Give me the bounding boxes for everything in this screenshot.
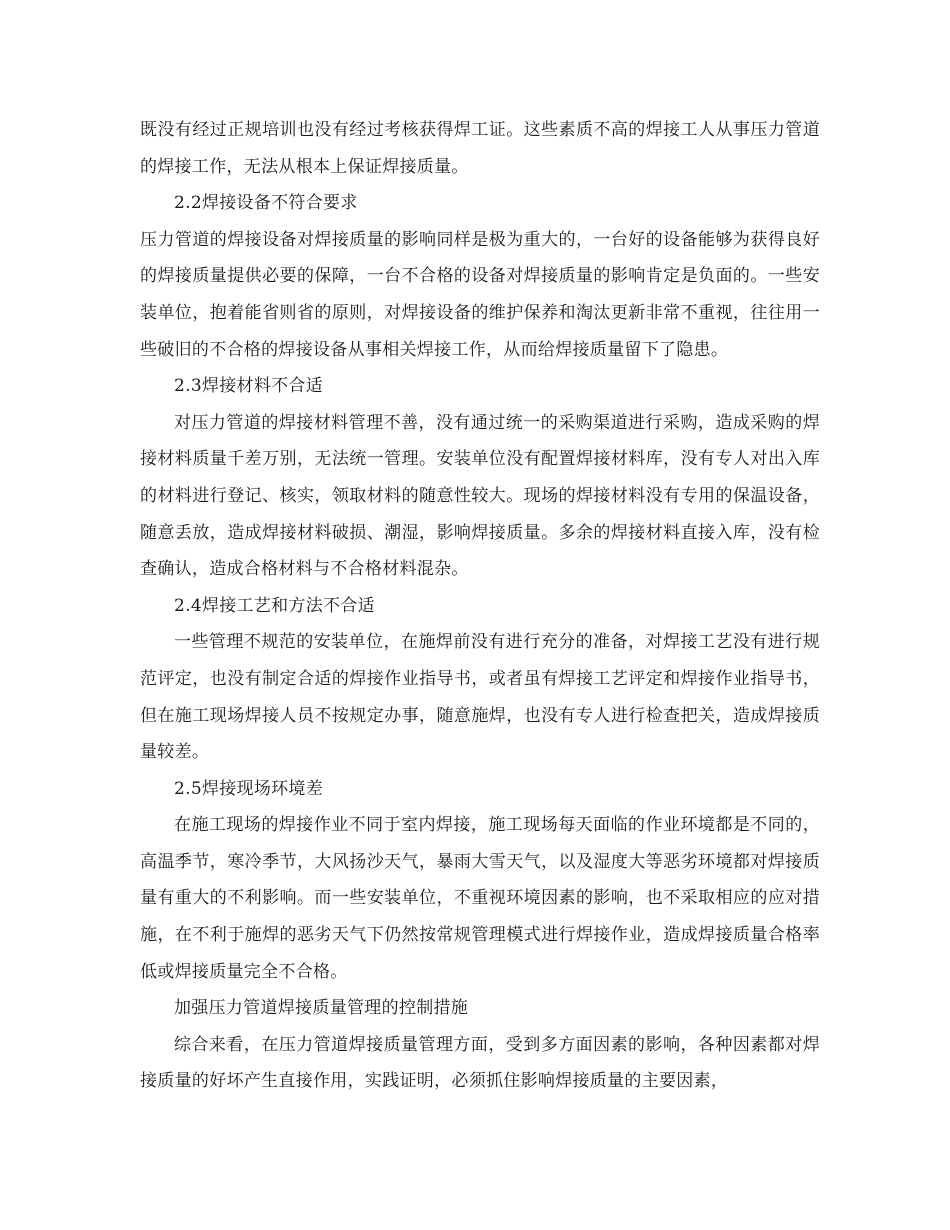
document-page: [140, 112, 820, 1100]
section-heading-control-measures: 加强压力管道焊接质量管理的控制措施: [174, 998, 469, 1019]
paragraph-equipment: 压力管道的焊接设备对焊接质量的影响同样是极为重大的，一台好的设备能够为获得良好的焊接质量提供必要的保障，一台不合格的设备对焊接质量的影响肯定是负面的。一些安装单位，抱着能省则省的原则，对焊接设备的维护保养和淘汰更新非常不重视，往往用一些破旧的不合格的焊接设备从事相关焊接工作，从而给焊接质量留下了隐患。: [140, 229, 820, 360]
section-heading-2-4: 2.4焊接工艺和方法不合适: [174, 595, 375, 616]
paragraph-summary: 综合来看，在压力管道焊接质量管理方面，受到多方面因素的影响，各种因素都对焊接质量的好坏产生直接作用，实践证明，必须抓住影响焊接质量的主要因素，: [140, 1034, 820, 1092]
paragraph-process: 一些管理不规范的安装单位，在施焊前没有进行充分的准备，对焊接工艺没有进行规范评定，也没有制定合适的焊接作业指导书，或者虽有焊接工艺评定和焊接作业指导书，但在施工现场焊接人员不按规定办事，随意施焊，也没有专人进行检查把关，造成焊接质量较差。: [140, 632, 820, 763]
paragraph-materials: 对压力管道的焊接材料管理不善，没有通过统一的采购渠道进行采购，造成采购的焊接材料质量千差万别，无法统一管理。安装单位没有配置焊接材料库，没有专人对出入库的材料进行登记、核实，领取材料的随意性较大。现场的焊接材料没有专用的保温设备，随意丢放，造成焊接材料破损、潮湿，影响焊接质量。多余的焊接材料直接入库，没有检查确认，造成合格材料与不合格材料混杂。: [140, 412, 820, 580]
paragraph-environment: 在施工现场的焊接作业不同于室内焊接，施工现场每天面临的作业环境都是不同的，高温季节，寒冷季节，大风扬沙天气，暴雨大雪天气，以及湿度大等恶劣环境都对焊接质量有重大的不利影响。而一些安装单位，不重视环境因素的影响，也不采取相应的应对措施，在不利于施焊的恶劣天气下仍然按常规管理模式进行焊接作业，造成焊接质量合格率低或焊接质量完全不合格。: [140, 815, 820, 982]
section-heading-2-2: 2.2焊接设备不符合要求: [174, 193, 358, 214]
section-heading-2-5: 2.5焊接现场环境差: [174, 778, 324, 799]
section-heading-2-3: 2.3焊接材料不合适: [174, 376, 324, 397]
paragraph-continuation: 既没有经过正规培训也没有经过考核获得焊工证。这些素质不高的焊接工人从事压力管道的焊接工作，无法从根本上保证焊接质量。: [140, 120, 820, 177]
